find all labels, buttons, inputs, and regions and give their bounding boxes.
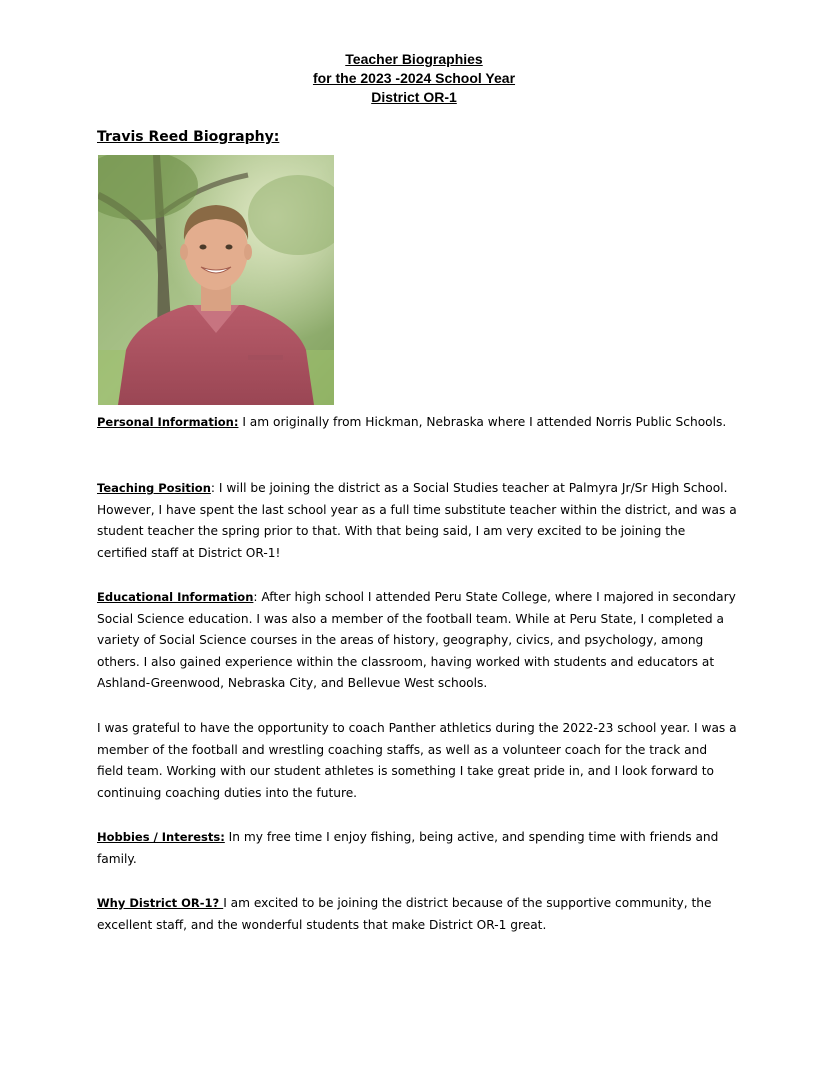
header-district: District OR-1 — [371, 89, 457, 105]
hobbies-interests-paragraph — [97, 827, 737, 870]
header-title: Teacher Biographies — [345, 51, 483, 67]
teaching-position-text: : I will be joining the district as a Social Studies teacher at Palmyra Jr/Sr High School. However, I have spent the last school year as a full time substitute teacher within the district, and was a student teacher the spring prior to that. With that being said, I am very excited to be joining the certified staff at District OR-1! — [97, 481, 737, 560]
personal-information-paragraph — [97, 412, 737, 434]
educational-information-paragraph — [97, 587, 737, 695]
teaching-position-label: Teaching Position — [97, 481, 211, 495]
why-district-label: Why District OR-1? — [97, 896, 224, 910]
header-school-year: for the 2023 -2024 School Year — [312, 70, 516, 86]
teaching-position-paragraph — [97, 478, 737, 564]
portrait-photo-image — [98, 155, 334, 405]
coaching-paragraph: I was grateful to have the opportunity to coach Panther athletics during the 2022-23 school year. I was a member of the football and wrestling coaching staffs, as well as a volunteer coach for the track and field team. Working with our student athletes is something I take great pride in, and I look forward to continuing coaching duties into the future. — [97, 721, 737, 800]
why-district-text: I am excited to be joining the district because of the supportive community, the excellent staff, and the wonderful students that make District OR-1 great. — [97, 896, 712, 932]
portrait-photo — [98, 155, 334, 405]
educational-information-text: : After high school I attended Peru State College, where I majored in secondary Social Science education. I was also a member of the football team. While at Peru State, I completed a variety of Social Science courses in the areas of history, geography, civics, and psychology, among others. I also gained experience within the classroom, having worked with students and educators at Ashland-Greenwood, Nebraska City, and Bellevue West schools. — [97, 590, 736, 690]
hobbies-interests-text: In my free time I enjoy fishing, being active, and spending time with friends and family. — [97, 830, 719, 866]
bio-title: Travis Reed Biography: — [97, 129, 280, 145]
educational-information-label: Educational Information — [97, 590, 254, 604]
personal-information-text: I am originally from Hickman, Nebraska where I attended Norris Public Schools. — [238, 415, 727, 429]
personal-information-label: Personal Information: — [97, 415, 239, 429]
why-district-paragraph — [97, 893, 737, 936]
document-header — [0, 50, 828, 107]
hobbies-interests-label: Hobbies / Interests: — [97, 830, 225, 844]
